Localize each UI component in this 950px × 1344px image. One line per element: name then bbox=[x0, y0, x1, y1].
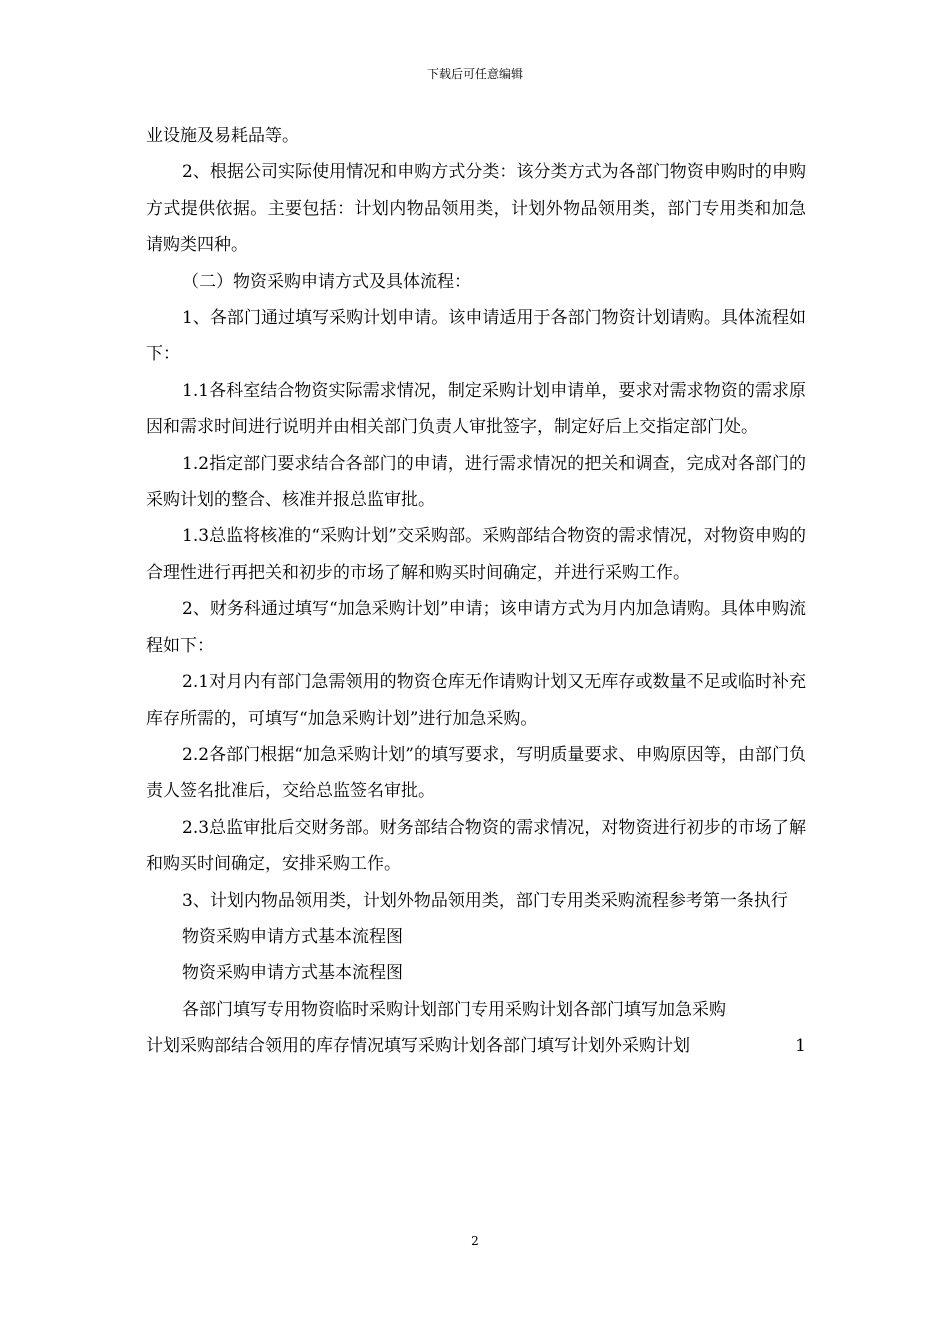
paragraph: 1.2指定部门要求结合各部门的申请，进行需求情况的把关和调查，完成对各部门的采购计划的整合、核准并报总监审批。 bbox=[146, 453, 806, 511]
paragraph: 2.2各部门根据“加急采购计划”的填写要求，写明质量要求、申购原因等，由部门负责人签名批准后，交给总监签名审批。 bbox=[146, 744, 806, 802]
section-heading: （二）物资采购申请方式及具体流程： bbox=[182, 271, 471, 292]
flowchart-text-row bbox=[146, 1028, 806, 1064]
paragraph: 3、计划内物品领用类，计划外物品领用类，部门专用类采购流程参考第一条执行 bbox=[182, 890, 788, 911]
paragraph: 2、财务科通过填写“加急采购计划”申请；该申请方式为月内加急请购。具体申购流程如下： bbox=[146, 599, 806, 656]
paragraph: 业设施及易耗品等。 bbox=[146, 126, 299, 146]
document-body bbox=[146, 118, 806, 1065]
flowchart-step-number: 1 bbox=[795, 1036, 806, 1057]
paragraph: 2.3总监审批后交财务部。财务部结合物资的需求情况，对物资进行初步的市场了解和购买时间确定，安排采购工作。 bbox=[146, 817, 806, 875]
page-header: 下载后可任意编辑 bbox=[426, 67, 523, 81]
page-number: 2 bbox=[471, 1234, 479, 1248]
paragraph: 2.1对月内有部门急需领用的物资仓库无作请购计划又无库存或数量不足或临时补充库存所需的，可填写“加急采购计划”进行加急采购。 bbox=[146, 672, 806, 729]
flowchart-text-tail: 计划采购部结合领用的库存情况填写采购计划各部门填写计划外采购计划 bbox=[146, 1036, 690, 1057]
paragraph: 2、根据公司实际使用情况和申购方式分类：该分类方式为各部门物资申购时的申购方式提供依据。主要包括：计划内物品领用类，计划外物品领用类，部门专用类和加急请购类四种。 bbox=[146, 162, 806, 256]
figure-caption: 物资采购申请方式基本流程图 bbox=[182, 963, 403, 984]
flowchart-text: 各部门填写专用物资临时采购计划部门专用采购计划各部门填写加急采购 bbox=[182, 999, 726, 1020]
figure-caption: 物资采购申请方式基本流程图 bbox=[182, 926, 403, 947]
paragraph: 1.3总监将核准的“采购计划”交采购部。采购部结合物资的需求情况，对物资申购的合理性进行再把关和初步的市场了解和购买时间确定，并进行采购工作。 bbox=[146, 526, 806, 583]
paragraph: 1.1各科室结合物资实际需求情况，制定采购计划申请单，要求对需求物资的需求原因和需求时间进行说明并由相关部门负责人审批签字，制定好后上交指定部门处。 bbox=[146, 380, 806, 438]
paragraph: 1、各部门通过填写采购计划申请。该申请适用于各部门物资计划请购。具体流程如下： bbox=[146, 308, 806, 365]
